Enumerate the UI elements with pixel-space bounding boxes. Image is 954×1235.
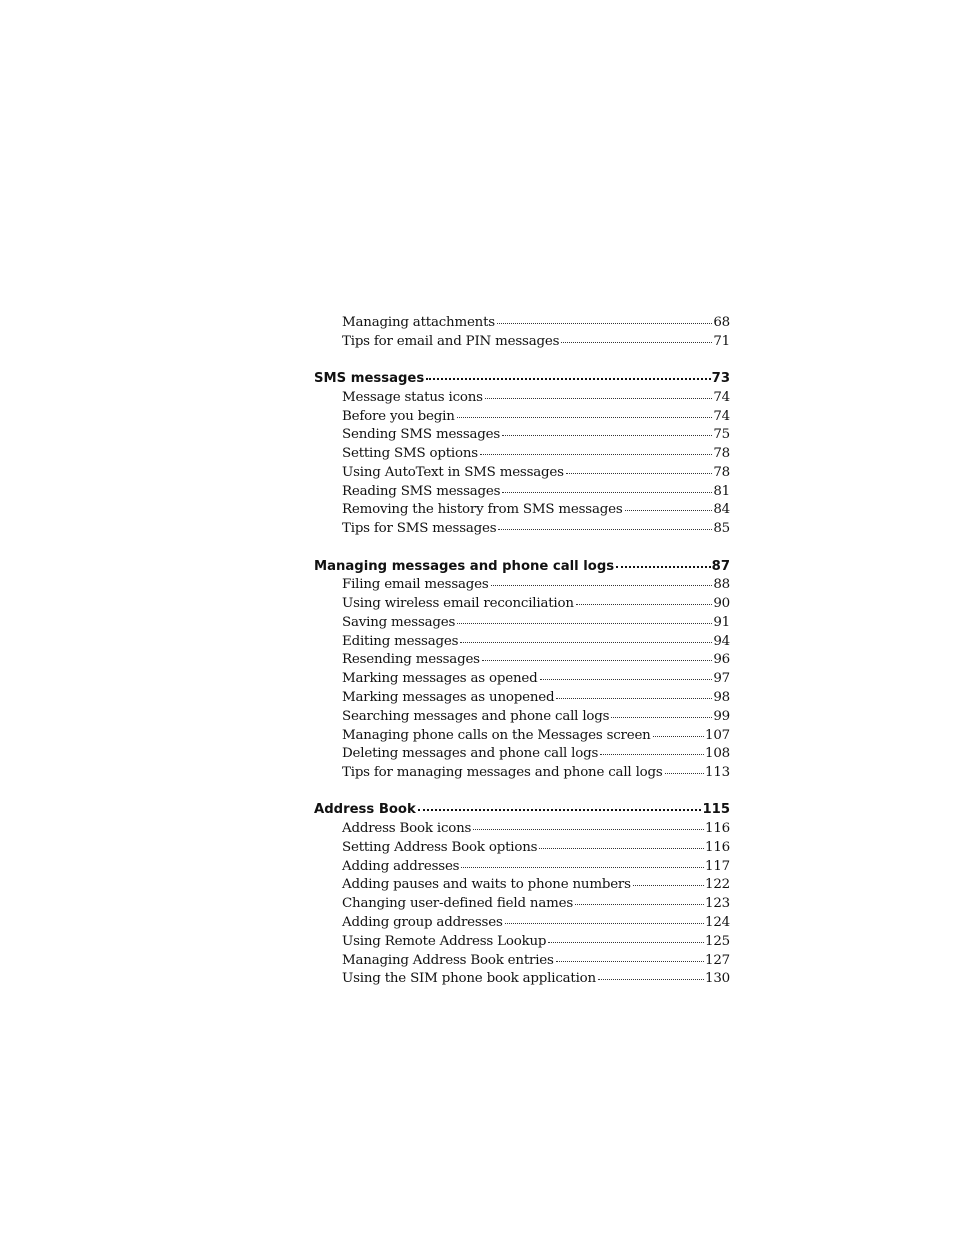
toc-entry-page-number: 107 [705,727,730,743]
toc-entry-page-number: 98 [713,689,730,705]
toc-entry[interactable] [314,727,730,746]
toc-entry-title: Address Book icons [342,821,472,837]
dot-leader [502,435,712,436]
dot-leader [502,492,712,493]
toc-section [314,314,730,352]
toc-entry[interactable] [314,952,730,971]
toc-entry-title: Tips for managing messages and phone call logs [342,765,663,781]
toc-chapter-heading-page-number: 73 [711,371,730,387]
dot-leader [633,885,704,886]
toc-chapter-heading-title: SMS messages [314,371,425,387]
toc-entry-title: Marking messages as unopened [342,689,555,705]
toc-entry-page-number: 75 [713,427,730,443]
toc-entry-title: Setting Address Book options [342,839,538,855]
toc-entry-title: Sending SMS messages [342,427,501,443]
dot-leader [460,642,712,643]
toc-entry[interactable] [314,764,730,783]
toc-entry-page-number: 85 [713,521,730,537]
toc-entry[interactable] [314,389,730,408]
toc-entry-page-number: 78 [713,446,730,462]
dot-leader [665,773,704,774]
toc-chapter-heading[interactable] [314,801,730,820]
toc-entry[interactable] [314,426,730,445]
dot-leader [497,323,712,324]
dot-leader [505,923,704,924]
toc-entry-title: Marking messages as opened [342,671,538,687]
toc-entry-title: Editing messages [342,633,459,649]
toc-entry-page-number: 88 [713,577,730,593]
toc-entry-page-number: 74 [713,408,730,424]
toc-chapter-heading-title: Address Book [314,802,416,818]
toc-entry[interactable] [314,614,730,633]
toc-entry-title: Message status icons [342,389,483,405]
toc-entry-page-number: 125 [705,933,730,949]
toc-entry[interactable] [314,633,730,652]
toc-entry-title: Tips for email and PIN messages [342,333,560,349]
toc-entry[interactable] [314,520,730,539]
toc-entry[interactable] [314,501,730,520]
toc-entry-title: Removing the history from SMS messages [342,502,623,518]
dot-leader [540,679,713,680]
toc-entry[interactable] [314,595,730,614]
toc-entry-title: Reading SMS messages [342,483,501,499]
toc-entry[interactable] [314,876,730,895]
toc-entry-page-number: 91 [713,614,730,630]
dot-leader [600,754,704,755]
toc-entry-page-number: 78 [713,464,730,480]
dot-leader [653,736,704,737]
toc-entry-page-number: 116 [705,839,730,855]
toc-entry-title: Tips for SMS messages [342,521,497,537]
toc-entry-page-number: 123 [705,896,730,912]
toc-entry-page-number: 117 [705,858,730,874]
dot-leader [575,904,704,905]
toc-chapter-heading-title: Managing messages and phone call logs [314,558,615,574]
toc-entry-title: Adding addresses [342,858,460,874]
toc-entry-title: Changing user-defined field names [342,896,574,912]
toc-entry[interactable] [314,576,730,595]
toc-entry-page-number: 130 [705,971,730,987]
toc-entry[interactable] [314,914,730,933]
toc-chapter-heading-page-number: 87 [711,558,730,574]
toc-entry-title: Managing phone calls on the Messages screen [342,727,651,743]
toc-entry-title: Using Remote Address Lookup [342,933,547,949]
toc-entry[interactable] [314,408,730,427]
toc-entry-page-number: 122 [705,877,730,893]
toc-entry-title: Filing email messages [342,577,489,593]
toc-entry[interactable] [314,689,730,708]
toc-entry[interactable] [314,464,730,483]
toc-entry-page-number: 94 [713,633,730,649]
toc-entry-page-number: 124 [705,914,730,930]
toc-entry[interactable] [314,314,730,333]
dot-leader [498,529,712,530]
dot-leader [556,698,712,699]
toc-entry-title: Managing attachments [342,315,495,330]
toc-entry-title: Searching messages and phone call logs [342,708,610,724]
dot-leader [473,829,704,830]
toc-entry-title: Adding group addresses [342,914,503,930]
toc-entry[interactable] [314,839,730,858]
toc-entry-title: Managing Address Book entries [342,952,554,968]
toc-entry-page-number: 97 [713,671,730,687]
toc-entry-title: Using wireless email reconciliation [342,596,574,612]
dot-leader [482,660,713,661]
toc-entry[interactable] [314,970,730,989]
dot-leader [566,473,713,474]
toc-entry-page-number: 81 [713,483,730,499]
toc-entry-page-number: 113 [705,765,730,781]
table-of-contents [314,314,730,989]
toc-entry-title: Before you begin [342,408,455,424]
toc-entry-page-number: 116 [705,821,730,837]
dot-leader [480,454,712,455]
dot-leader [625,510,713,511]
toc-entry-title: Saving messages [342,614,456,630]
toc-section [314,801,730,989]
dot-leader [548,942,704,943]
dot-leader [491,585,713,586]
dot-leader [598,979,704,980]
dot-leader [418,809,702,811]
dot-leader [457,417,713,418]
toc-entry[interactable] [314,483,730,502]
toc-entry-page-number: 84 [713,502,730,518]
dot-leader [539,848,704,849]
toc-entry[interactable] [314,670,730,689]
toc-entry-page-number: 108 [705,746,730,762]
toc-entry[interactable] [314,651,730,670]
toc-entry[interactable] [314,745,730,764]
dot-leader [426,378,710,380]
toc-entry[interactable] [314,933,730,952]
toc-entry-page-number: 90 [713,596,730,612]
toc-entry-title: Resending messages [342,652,480,668]
toc-entry[interactable] [314,708,730,727]
toc-chapter-heading[interactable] [314,558,730,577]
toc-section [314,370,730,539]
toc-entry-title: Deleting messages and phone call logs [342,746,599,762]
toc-entry[interactable] [314,820,730,839]
dot-leader [556,961,704,962]
dot-leader [561,342,712,343]
toc-entry[interactable] [314,445,730,464]
dot-leader [616,566,710,568]
toc-entry-page-number: 71 [713,333,730,349]
toc-chapter-heading-page-number: 115 [702,802,730,818]
toc-entry-title: Setting SMS options [342,446,478,462]
toc-entry-page-number: 68 [713,315,730,330]
toc-entry-page-number: 99 [713,708,730,724]
dot-leader [576,604,713,605]
toc-entry[interactable] [314,333,730,352]
dot-leader [485,398,713,399]
toc-entry-page-number: 74 [713,389,730,405]
dot-leader [457,623,712,624]
toc-section [314,558,730,783]
toc-entry-title: Adding pauses and waits to phone numbers [342,877,631,893]
toc-entry-title: Using the SIM phone book application [342,971,596,987]
toc-entry-page-number: 96 [713,652,730,668]
toc-entry[interactable] [314,858,730,877]
toc-entry[interactable] [314,895,730,914]
toc-chapter-heading[interactable] [314,370,730,389]
dot-leader [461,867,704,868]
toc-entry-title: Using AutoText in SMS messages [342,464,564,480]
toc-entry-page-number: 127 [705,952,730,968]
dot-leader [611,717,712,718]
